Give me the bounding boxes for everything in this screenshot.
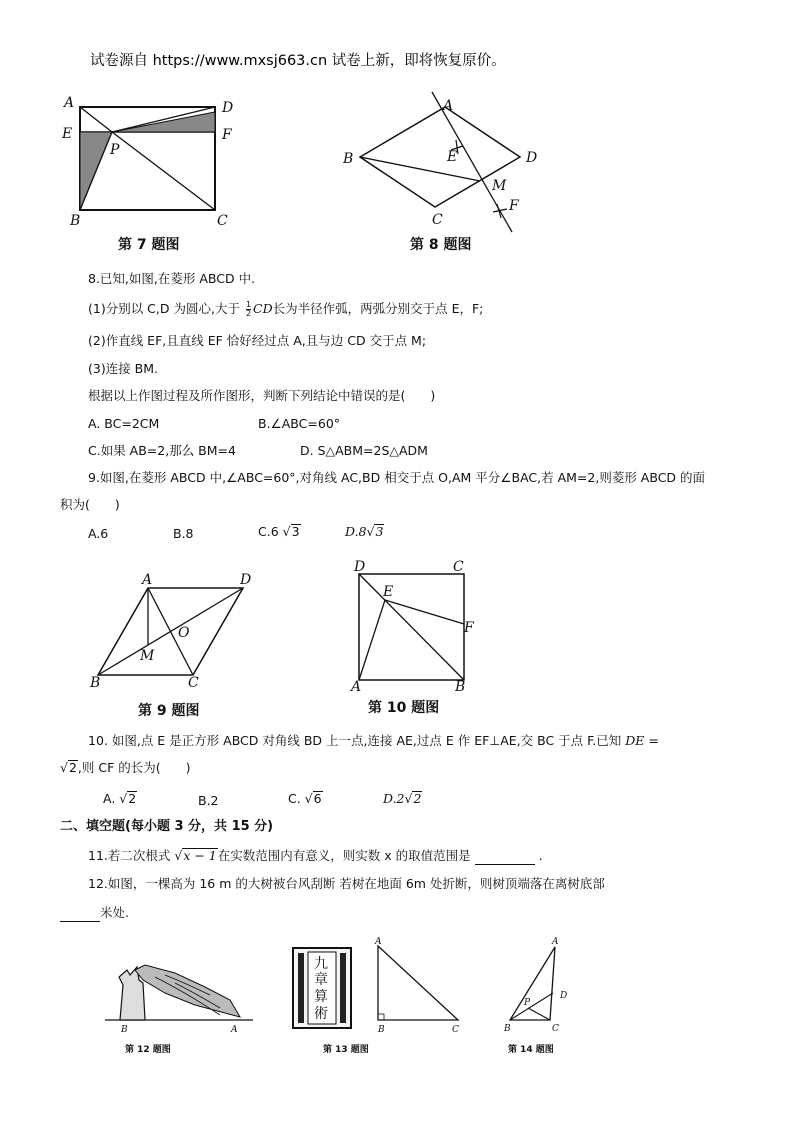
fig13-book-char-4: 術 xyxy=(314,1006,328,1022)
fig12-label-A: A xyxy=(231,1025,238,1035)
q11-answer-blank[interactable] xyxy=(475,848,535,865)
fig13-label-B: B xyxy=(378,1025,385,1035)
q8-option-a: A. BC=2CM xyxy=(88,416,160,431)
fig9-label-O: O xyxy=(178,625,190,641)
fig7-caption: 第 7 题图 xyxy=(118,237,180,253)
figure-9 xyxy=(88,570,268,695)
fig10-label-B: B xyxy=(455,679,466,695)
q8-step1: (1)分别以 C,D 为圆心,大于 $\frac{1}{2}$ CD长为半径作弧，两弧分别交于点 E，F; xyxy=(88,300,484,318)
q12-line1: 12.如图，一棵高为 16 m 的大树被台风刮断 若树在地面 6m 处折断，则树顶端落在离树底部 xyxy=(88,876,605,891)
q9-option-c: C.6 √3 xyxy=(258,524,300,539)
q8-question: 根据以上作图过程及所作图形，判断下列结论中错误的是( ) xyxy=(88,388,436,403)
fig9-label-C: C xyxy=(188,675,199,691)
fig9-label-M: M xyxy=(140,648,155,664)
q8-option-d: D. S△ABM=2S△ADM xyxy=(300,443,428,458)
q12-line2: 米处. xyxy=(60,905,129,922)
fig8-label-E: E xyxy=(447,149,458,165)
fig14-label-P: P xyxy=(524,998,531,1008)
fig14-label-C: C xyxy=(552,1024,559,1034)
fig9-label-D: D xyxy=(240,572,252,588)
fig7-shaded-right xyxy=(112,112,215,132)
q8-step2: (2)作直线 EF,且直线 EF 恰好经过点 A,且与边 CD 交于点 M; xyxy=(88,333,427,348)
q10-line1: 10. 如图,点 E 是正方形 ABCD 对角线 BD 上一点,连接 AE,过点 E 作 EF⊥AE,交 BC 于点 F.已知 DE = xyxy=(88,733,659,748)
q11-text: 11.若二次根式 √x − 1在实数范围内有意义，则实数 x 的取值范围是 . xyxy=(88,848,543,863)
fig10-label-F: F xyxy=(464,620,474,636)
fig10-label-C: C xyxy=(453,559,464,575)
q9-line1: 9.如图,在菱形 ABCD 中,∠ABC=60°,对角线 AC,BD 相交于点 O,AM 平分∠BAC,若 AM=2,则菱形 ABCD 的面 xyxy=(88,470,706,485)
figure-10 xyxy=(345,560,485,695)
fig12-fallen-top xyxy=(135,965,240,1017)
fig13-book-char-2: 章 xyxy=(314,972,328,988)
q8-step3: (3)连接 BM. xyxy=(88,361,159,376)
section-2-title: 二、填空题(每小题 3 分，共 15 分) xyxy=(60,819,274,834)
figure-12 xyxy=(105,955,255,1035)
fig13-book-char-3: 算 xyxy=(314,989,328,1005)
fig8-label-D: D xyxy=(526,150,538,166)
fig13-label-A: A xyxy=(375,937,382,947)
fig7-label-C: C xyxy=(217,213,228,229)
q8-stem: 8.已知,如图,在菱形 ABCD 中. xyxy=(88,271,256,286)
fig9-label-B: B xyxy=(90,675,101,691)
q10-option-d: D.2√2 xyxy=(383,791,422,806)
fig14-triangle xyxy=(510,947,555,1020)
figure-8 xyxy=(335,92,555,242)
fig7-label-E: E xyxy=(62,126,73,142)
q10-line2: √2,则 CF 的长为( ) xyxy=(60,760,191,775)
fig10-label-A: A xyxy=(351,679,362,695)
figure-14 xyxy=(500,935,575,1035)
figure-7 xyxy=(60,92,240,232)
fig14-caption: 第 14 题图 xyxy=(508,1045,554,1055)
fig7-label-F: F xyxy=(222,127,232,143)
fig12-caption: 第 12 题图 xyxy=(125,1045,171,1055)
q10-option-c: C. √6 xyxy=(288,791,322,806)
fig7-label-P: P xyxy=(110,142,120,158)
fig8-label-B: B xyxy=(343,151,354,167)
fig13-label-C: C xyxy=(452,1025,459,1035)
fig10-label-E: E xyxy=(383,584,394,600)
q10-option-a: A. √2 xyxy=(103,791,137,806)
fig8-label-A: A xyxy=(443,98,454,114)
fig7-label-D: D xyxy=(222,100,234,116)
fig13-book-char-1: 九 xyxy=(314,956,328,972)
q10-option-b: B.2 xyxy=(198,793,219,808)
fig12-label-B: B xyxy=(121,1025,128,1035)
fig8-label-C: C xyxy=(432,212,443,228)
fig8-label-F: F xyxy=(509,198,519,214)
fig8-label-M: M xyxy=(492,178,507,194)
fig7-label-B: B xyxy=(70,213,81,229)
fig10-label-D: D xyxy=(354,559,366,575)
source-header: 试卷源自 https://www.mxsj663.cn 试卷上新，即将恢复原价。 xyxy=(90,53,506,69)
fig7-label-A: A xyxy=(64,95,75,111)
fig14-label-D: D xyxy=(560,991,568,1001)
fig14-label-B: B xyxy=(504,1024,511,1034)
q9-option-d: D.8√3 xyxy=(345,524,384,539)
q8-option-c: C.如果 AB=2,那么 BM=4 xyxy=(88,443,236,458)
fig10-caption: 第 10 题图 xyxy=(368,700,440,716)
fig9-caption: 第 9 题图 xyxy=(138,703,200,719)
fig13-caption: 第 13 题图 xyxy=(323,1045,369,1055)
q8-option-b: B.∠ABC=60° xyxy=(258,416,341,431)
q9-option-b: B.8 xyxy=(173,526,194,541)
fig8-caption: 第 8 题图 xyxy=(410,237,472,253)
fig13-right-triangle xyxy=(378,946,458,1020)
q9-line2: 积为( ) xyxy=(60,497,120,512)
q12-answer-blank[interactable] xyxy=(60,905,100,922)
fig14-label-A: A xyxy=(552,937,559,947)
q9-option-a: A.6 xyxy=(88,526,109,541)
fig9-label-A: A xyxy=(142,572,153,588)
figure-13 xyxy=(290,938,475,1038)
